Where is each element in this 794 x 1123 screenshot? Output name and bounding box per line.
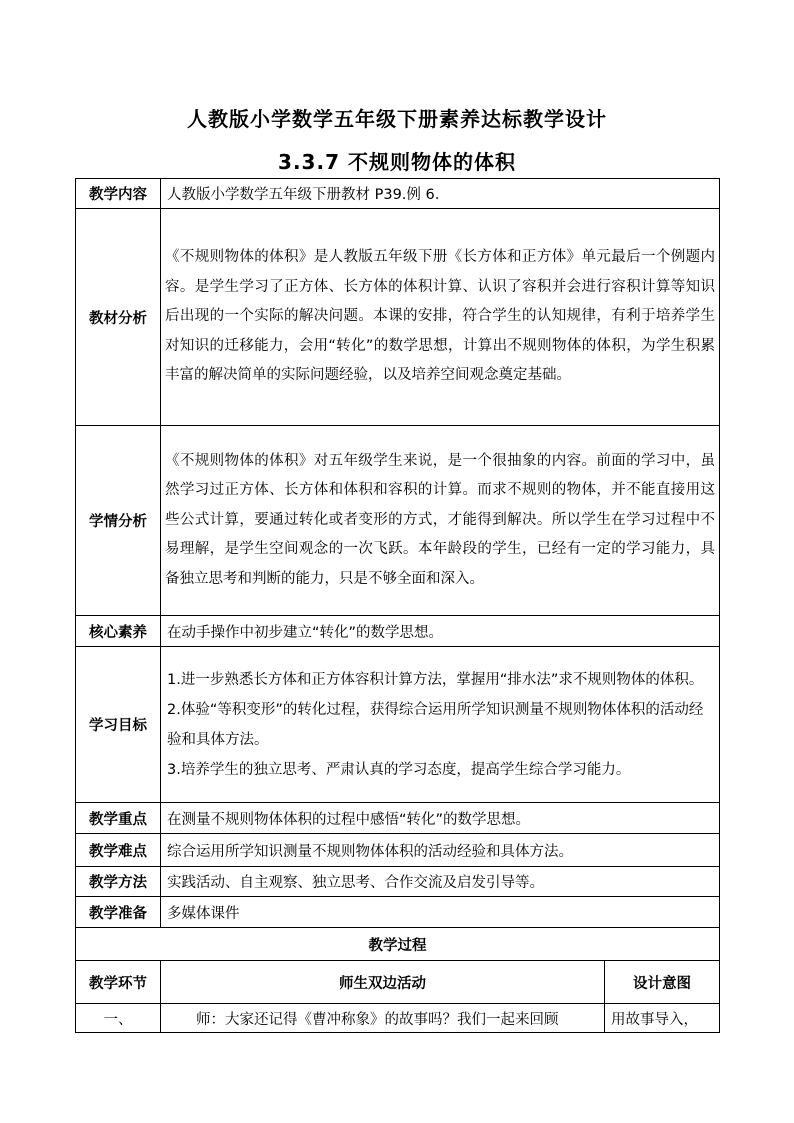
value-key-points: 在测量不规则物体体积的过程中感悟“转化”的数学思想。 xyxy=(161,803,720,834)
label-teaching-content: 教学内容 xyxy=(76,179,161,209)
row-process-header xyxy=(76,928,720,961)
label-teaching-methods: 教学方法 xyxy=(76,867,161,897)
label-learner-analysis: 学情分析 xyxy=(76,426,161,616)
value-core-literacy: 在动手操作中初步建立“转化”的数学思想。 xyxy=(161,616,720,647)
row-teaching-preparation xyxy=(76,897,720,928)
row-difficulties xyxy=(76,834,720,867)
row-material-analysis xyxy=(76,209,720,426)
value-learning-objectives xyxy=(161,647,720,803)
objective-item: 1.进一步熟悉长方体和正方体容积计算方法，掌握用“排水法”求不规则物体的体积。 xyxy=(167,671,704,688)
lesson-title: 3.3.7 不规则物体的体积 xyxy=(278,150,516,174)
objective-item: 3.培养学生的独立思考、严肃认真的学习态度，提高学生综合学习能力。 xyxy=(167,761,631,778)
lesson-plan-table xyxy=(75,178,720,1033)
label-key-points: 教学重点 xyxy=(76,803,161,834)
label-material-analysis: 教材分析 xyxy=(76,209,161,426)
label-difficulties: 教学难点 xyxy=(76,834,161,867)
column-header-stage: 教学环节 xyxy=(76,961,161,1004)
process-header: 教学过程 xyxy=(76,928,720,961)
value-learner-analysis: 《不规则物体的体积》对五年级学生来说，是一个很抽象的内容。前面的学习中，虽然学习过正方体、长方体和体积和容积的计算。而求不规则的物体，并不能直接用这些公式计算，要通过转化或者变形的方式，才能得到解决。所以学生在学习过程中不易理解，是学生空间观念的一次飞跃。本年龄段的学生，已经有一定的学习能力，具备独立思考和判断的能力，只是不够全面和深入。 xyxy=(161,426,720,616)
value-teaching-content: 人教版小学数学五年级下册教材 P39.例 6. xyxy=(161,179,720,209)
stage-cell: 一、 xyxy=(76,1004,161,1033)
row-process-first xyxy=(76,1004,720,1033)
row-learning-objectives xyxy=(76,647,720,803)
row-core-literacy xyxy=(76,616,720,647)
row-teaching-content xyxy=(76,179,720,209)
label-teaching-preparation: 教学准备 xyxy=(76,897,161,928)
row-teaching-methods xyxy=(76,867,720,897)
intent-cell: 用故事导入， xyxy=(605,1004,720,1033)
column-header-intent: 设计意图 xyxy=(605,961,720,1004)
label-core-literacy: 核心素养 xyxy=(76,616,161,647)
column-header-activity: 师生双边活动 xyxy=(161,961,605,1004)
value-difficulties: 综合运用所学知识测量不规则物体体积的活动经验和具体方法。 xyxy=(161,834,720,867)
row-process-columns xyxy=(76,961,720,1004)
row-key-points xyxy=(76,803,720,834)
value-material-analysis: 《不规则物体的体积》是人教版五年级下册《长方体和正方体》单元最后一个例题内容。是学生学习了正方体、长方体的体积计算、认识了容积并会进行容积计算等知识后出现的一个实际的解决问题。本课的安排，符合学生的认知规律，有利于培养学生对知识的迁移能力，会用“转化”的数学思想，计算出不规则物体的体积，为学生积累丰富的解决简单的实际问题经验，以及培养空间观念奠定基础。 xyxy=(161,209,720,426)
activity-cell: 师：大家还记得《曹冲称象》的故事吗？我们一起来回顾 xyxy=(161,1004,605,1033)
document-title: 人教版小学数学五年级下册素养达标教学设计 xyxy=(187,107,607,131)
label-learning-objectives: 学习目标 xyxy=(76,647,161,803)
objective-item: 2.体验“等积变形”的转化过程，获得综合运用所学知识测量不规则物体体积的活动经验和具体方法。 xyxy=(167,701,704,748)
value-teaching-methods: 实践活动、自主观察、独立思考、合作交流及启发引导等。 xyxy=(161,867,720,897)
value-teaching-preparation: 多媒体课件 xyxy=(161,897,720,928)
row-learner-analysis xyxy=(76,426,720,616)
